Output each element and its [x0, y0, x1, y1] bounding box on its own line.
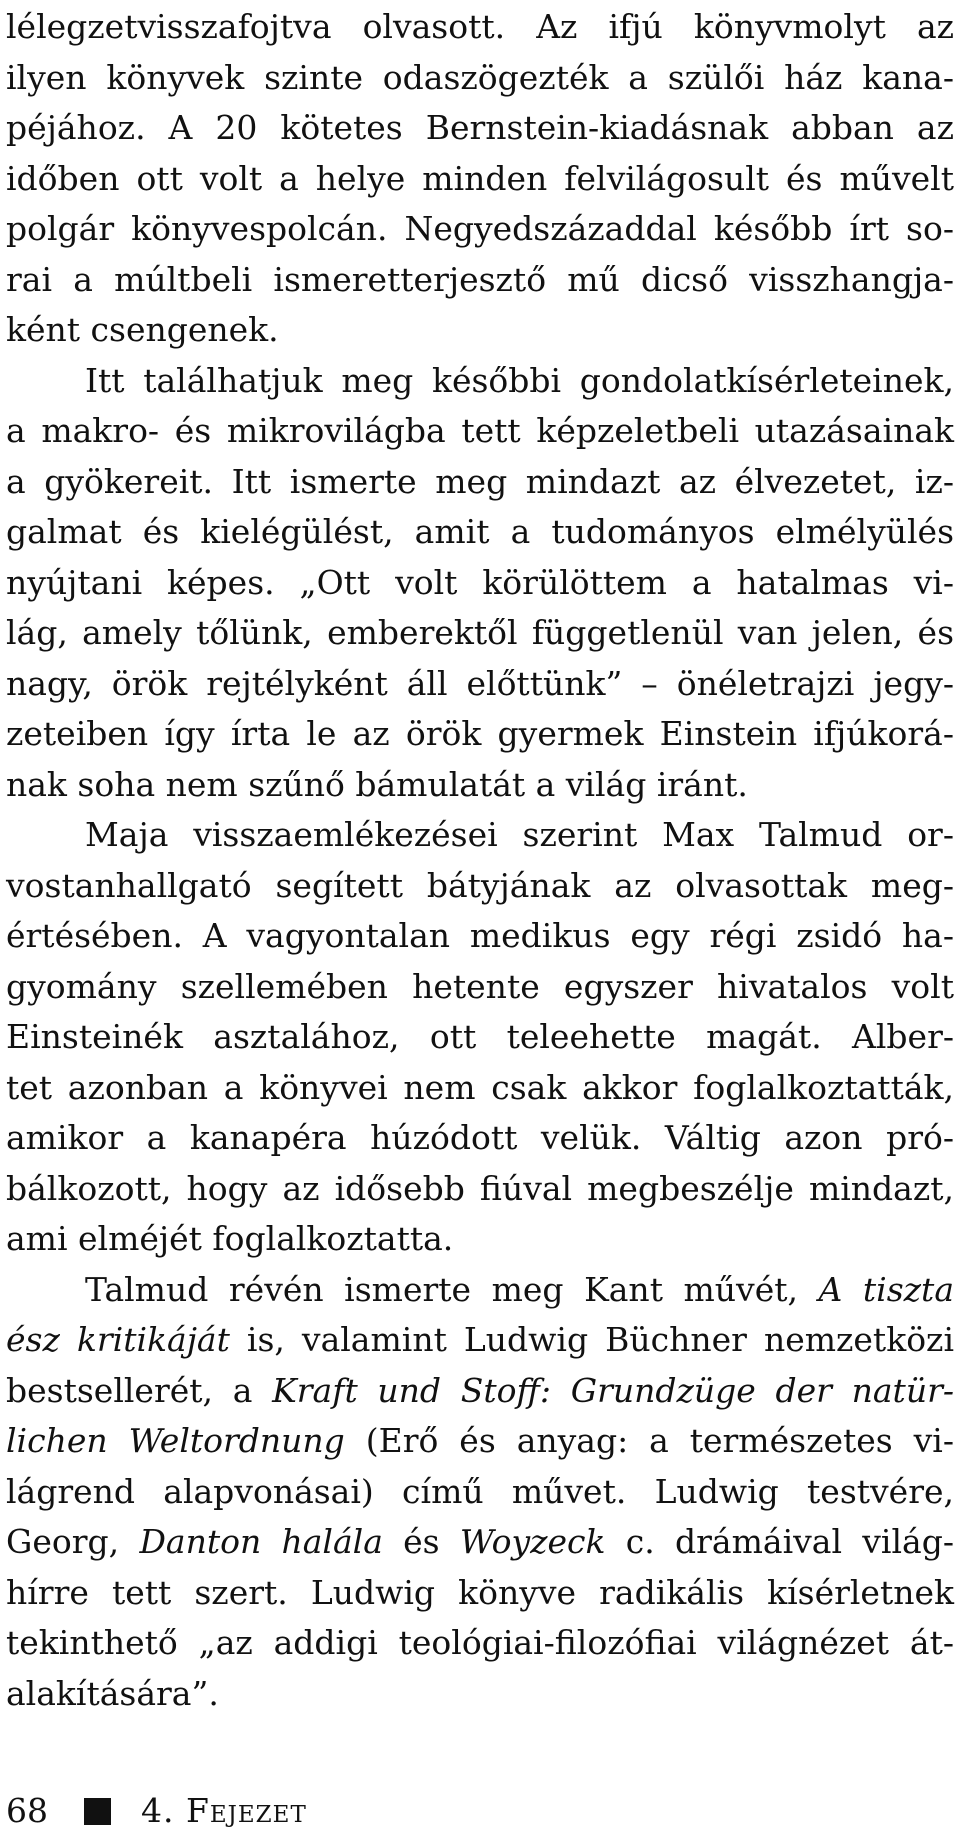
text-segment: a gyökereit. Itt ismerte meg mindazt az élvezetet, iz- — [6, 461, 954, 501]
text-line — [6, 911, 954, 962]
text-segment: tet azonban a könyvei nem csak akkor foglalkoztatták, — [6, 1067, 954, 1107]
text-segment: a makro- és mikrovilágba tett képzeletbeli utazásainak — [6, 411, 954, 450]
text-segment: ként csengenek. — [6, 310, 279, 349]
black-square-icon — [84, 1798, 111, 1825]
text-line — [6, 760, 954, 811]
text-line — [6, 1467, 954, 1518]
text-segment: galmat és kielégülést, amit a tudományos elmélyülés — [6, 512, 954, 551]
text-segment: Itt találhatjuk meg későbbi gondolatkísérleteinek, — [85, 360, 954, 400]
text-segment: ami elméjét foglalkoztatta. — [6, 1219, 454, 1258]
text-line — [6, 962, 954, 1013]
text-line — [6, 204, 954, 255]
text-line — [6, 356, 954, 407]
text-segment: lélegzetvisszafojtva olvasott. Az ifjú könyvmolyt az — [6, 7, 954, 46]
text-line — [6, 53, 954, 104]
italic-text: ész kritikáját — [6, 1320, 230, 1359]
text-segment: Talmud révén ismerte meg Kant művét, — [85, 1269, 819, 1309]
page-body — [6, 2, 954, 1719]
text-segment: Georg, — [6, 1522, 140, 1561]
italic-text: lichen Weltordnung — [6, 1421, 345, 1460]
text-segment: tekinthető „az addigi teológiai-filozófiai világnézet át- — [6, 1623, 954, 1662]
text-segment: vostanhallgató segített bátyjának az olvasottak meg- — [6, 865, 954, 905]
text-line — [6, 1012, 954, 1063]
text-segment: nagy, örök rejtélyként áll előttünk” – önéletrajzi jegy- — [6, 663, 954, 703]
text-segment: zeteiben így írta le az örök gyermek Einstein ifjúkorá- — [6, 714, 954, 753]
text-segment: bálkozott, hogy az idősebb fiúval megbeszélje mindazt, — [6, 1168, 954, 1208]
text-line — [6, 1063, 954, 1114]
text-line — [6, 608, 954, 659]
text-line — [6, 1164, 954, 1215]
text-line — [6, 810, 954, 861]
page-footer — [6, 1791, 307, 1831]
italic-text: Danton halála — [139, 1522, 383, 1561]
italic-text: Kraft und Stoff: Grundzüge der natür- — [272, 1370, 955, 1410]
text-segment: nak soha nem szűnő bámulatát a világ iránt. — [6, 764, 748, 804]
text-line — [6, 558, 954, 609]
text-segment: gyomány szellemében hetente egyszer hivatalos volt — [6, 966, 954, 1006]
text-segment: időben ott volt a helye minden felvilágosult és művelt — [6, 158, 954, 198]
text-line — [6, 406, 954, 457]
text-line — [6, 659, 954, 710]
text-segment: polgár könyvespolcán. Negyedszázaddal később írt so- — [6, 209, 954, 248]
text-segment: (Erő és anyag: a természetes vi- — [344, 1421, 954, 1460]
text-segment: alakítására”. — [6, 1673, 219, 1713]
text-line — [6, 255, 954, 306]
text-segment: lág, amely tőlünk, emberektől függetlenül van jelen, és — [6, 613, 954, 652]
text-segment: és — [382, 1522, 460, 1561]
text-segment: Maja visszaemlékezései szerint Max Talmud or- — [85, 815, 954, 854]
text-line — [6, 154, 954, 205]
text-segment: hírre tett szert. Ludwig könyve radikális kísérletnek — [6, 1572, 954, 1612]
text-segment: bestsellerét, a — [6, 1370, 273, 1410]
text-segment: nyújtani képes. „Ott volt körülöttem a hatalmas vi- — [6, 562, 954, 602]
text-line — [6, 1366, 954, 1417]
text-segment: rai a múltbeli ismeretterjesztő mű dicső visszhangja- — [6, 259, 954, 299]
text-line — [6, 709, 954, 760]
text-segment: c. drámáival világ- — [605, 1522, 954, 1561]
text-line — [6, 861, 954, 912]
text-segment: értésében. A vagyontalan medikus egy régi zsidó ha- — [6, 916, 954, 955]
text-segment: lágrend alapvonásai) című művet. Ludwig testvére, — [6, 1471, 954, 1511]
text-line — [6, 1315, 954, 1366]
italic-text: A tiszta — [818, 1269, 954, 1309]
text-line — [6, 305, 954, 356]
text-line — [6, 103, 954, 154]
text-segment: Einsteinék asztalához, ott teleehette magát. Alber- — [6, 1017, 954, 1056]
text-line — [6, 1214, 954, 1265]
text-line — [6, 507, 954, 558]
text-line — [6, 2, 954, 53]
text-line — [6, 1568, 954, 1619]
text-line — [6, 1517, 954, 1568]
text-line — [6, 457, 954, 508]
text-segment: is, valamint Ludwig Büchner nemzetközi — [229, 1320, 955, 1359]
text-line — [6, 1113, 954, 1164]
text-segment: ilyen könyvek szinte odaszögezték a szülői ház kana- — [6, 57, 954, 97]
italic-text: Woyzeck — [459, 1522, 606, 1561]
text-line — [6, 1669, 954, 1720]
page-number: 68 — [6, 1791, 48, 1830]
text-segment: amikor a kanapéra húzódott velük. Váltig azon pró- — [6, 1118, 954, 1157]
text-line — [6, 1265, 954, 1316]
text-line — [6, 1618, 954, 1669]
chapter-label: 4. Fejezet — [141, 1791, 307, 1830]
text-line — [6, 1416, 954, 1467]
text-segment: péjához. A 20 kötetes Bernstein-kiadásnak abban az — [6, 108, 954, 147]
